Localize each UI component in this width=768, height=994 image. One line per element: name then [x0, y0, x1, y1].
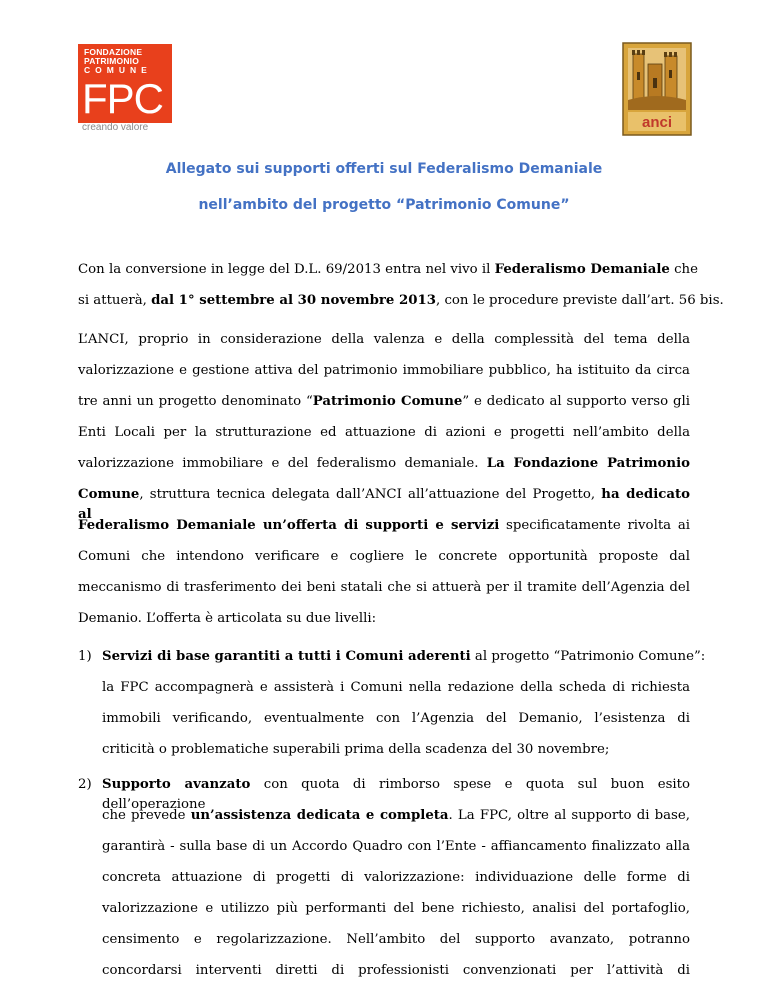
anci-logo-text: anci [641, 114, 673, 131]
fpc-logo-abbr: FPC [82, 75, 163, 122]
para2-line4: Enti Locali per la strutturazione ed attuazione di azioni e progetti nell’ambito della [78, 425, 690, 440]
anci-logo [622, 42, 692, 136]
list-item2-line4: concreta attuazione di progetti di valorizzazione: individuazione delle forme di [102, 870, 690, 885]
document-title-line2: nell’ambito del progetto “Patrimonio Comune” [198, 197, 570, 213]
list-item1-line3: immobili verificando, eventualmente con l’Agenzia del Demanio, l’esistenza di [102, 711, 690, 726]
para1-line2: si attuerà, dal 1° settembre al 30 novembre 2013, con le procedure previste dall’art. 56 bis. [78, 293, 724, 308]
list-item1-line1: Servizi di base garantiti a tutti i Comuni aderenti al progetto “Patrimonio Comune”: [102, 649, 706, 664]
list-item2-line5: valorizzazione e utilizzo più performanti del bene richiesto, analisi del portafoglio, [102, 901, 690, 916]
list-item1-number: 1) [78, 649, 92, 664]
fpc-logo-line2: PATRIMONIO [84, 56, 140, 66]
fpc-logo-line1: FONDAZIONE [84, 47, 143, 57]
fpc-logo-line3: COMUNE [84, 65, 152, 75]
list-item2-line2: che prevede un’assistenza dedicata e completa. La FPC, oltre al supporto di base, [102, 808, 690, 823]
list-item2-line6: censimento e regolarizzazione. Nell’ambito del supporto avanzato, potranno [102, 932, 690, 947]
list-item1-line2: la FPC accompagnerà e assisterà i Comuni nella redazione della scheda di richiesta [102, 680, 690, 695]
para2-line5: valorizzazione immobiliare e del federalismo demaniale. La Fondazione Patrimonio [78, 456, 690, 471]
document-title-line1: Allegato sui supporti offerti sul Federalismo Demaniale [165, 161, 603, 177]
para2-line7: Federalismo Demaniale un’offerta di supporti e servizi specificatamente rivolta ai [78, 518, 690, 533]
para2-line10: Demanio. L’offerta è articolata su due livelli: [78, 611, 377, 626]
para1-line1: Con la conversione in legge del D.L. 69/2013 entra nel vivo il Federalismo Demaniale che [78, 262, 698, 277]
para2-line6: Comune, struttura tecnica delegata dall’ANCI all’attuazione del Progetto, ha dedicato al [78, 487, 691, 522]
list-item2-line3: garantirà - sulla base di un Accordo Quadro con l’Ente - affiancamento finalizzato alla [102, 839, 690, 854]
para2-line9: meccanismo di trasferimento dei beni statali che si attuerà per il tramite dell’Agenzia del [78, 580, 690, 595]
list-item1-line4: criticità o problematiche superabili prima della scadenza del 30 novembre; [102, 742, 610, 757]
fpc-logo-block [78, 44, 172, 123]
para2-line2: valorizzazione e gestione attiva del patrimonio immobiliare pubblico, ha istituito da circa [78, 363, 690, 378]
list-item2-line1: Supporto avanzato con quota di rimborso spese e quota sul buon esito dell’operazione [102, 777, 690, 812]
fpc-logo-tagline: creando valore [82, 122, 149, 133]
para2-line1: L’ANCI, proprio in considerazione della valenza e della complessità del tema della [78, 332, 690, 347]
list-item2-line7: concordarsi interventi diretti di professionisti convenzionati per l’attività di [102, 963, 690, 978]
para2-line8: Comuni che intendono verificare e cogliere le concrete opportunità proposte dal [78, 549, 690, 564]
para2-line3: tre anni un progetto denominato “Patrimonio Comune” e dedicato al supporto verso gli [78, 394, 690, 409]
list-item2-number: 2) [78, 777, 92, 792]
fpc-logo [78, 44, 172, 132]
